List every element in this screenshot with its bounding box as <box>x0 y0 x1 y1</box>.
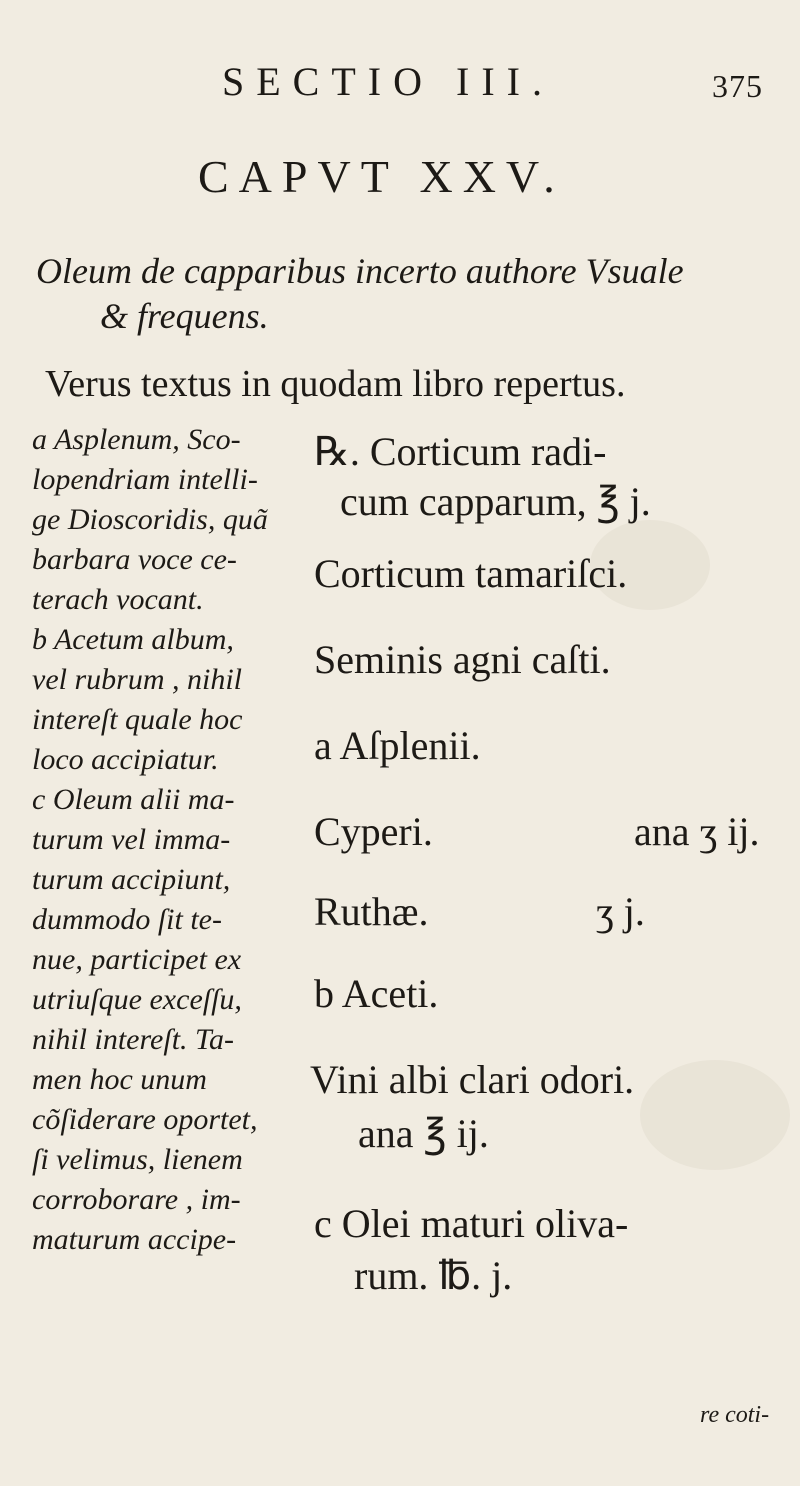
recipe-line: Ruthæ. <box>314 889 429 934</box>
recipe-line: b Aceti. <box>314 971 439 1016</box>
recipe-dose: ana ʒ ij. <box>634 809 760 854</box>
recipe-line: Corticum tamariſci. <box>314 551 628 596</box>
recipe-line: Seminis agni caſti. <box>314 637 611 682</box>
margin-note-line: a Asplenum, Sco- <box>32 423 241 456</box>
margin-note-line: ge Dioscoridis, quã <box>32 503 268 536</box>
margin-note-line: men hoc unum <box>32 1063 207 1096</box>
margin-note-line: nihil intereſt. Ta- <box>32 1023 234 1056</box>
chapter-title-line-2: & frequens. <box>100 296 269 336</box>
margin-note-line: nue, participet ex <box>32 943 242 976</box>
margin-note-line: barbara voce ce- <box>32 543 237 576</box>
margin-note-line: terach vocant. <box>32 583 204 616</box>
catchword: re coti- <box>700 1402 770 1428</box>
recipe-line: Cyperi. <box>314 809 433 854</box>
margin-note-line: ſi velimus, lienem <box>32 1143 243 1176</box>
margin-note-line: turum accipiunt, <box>32 863 231 896</box>
recipe-dose: ʒ j. <box>596 889 645 934</box>
recipe-line: Vini albi clari odori. <box>310 1057 635 1102</box>
recipe-line: a Aſplenii. <box>314 723 481 768</box>
margin-note-line: intereſt quale hoc <box>32 703 243 736</box>
recipe-line: ℞. Corticum radi- <box>314 429 607 474</box>
margin-note-line: loco accipiatur. <box>32 743 219 776</box>
recipe-line: rum. ℔. j. <box>354 1253 513 1298</box>
recipe-line: c Olei maturi oliva- <box>314 1201 629 1246</box>
margin-note-line: b Acetum album, <box>32 623 234 656</box>
margin-note-line: utriuſque exceſſu, <box>32 983 242 1016</box>
margin-note-line: maturum accipe- <box>32 1223 237 1256</box>
subtitle: Verus textus in quodam libro repertus. <box>45 363 626 405</box>
margin-note-line: dummodo ſit te- <box>32 903 222 936</box>
margin-note-line: vel rubrum , nihil <box>32 663 242 696</box>
section-header: SECTIO III. <box>222 59 554 104</box>
margin-note-line: corroborare , im- <box>32 1183 241 1216</box>
margin-note-line: lopendriam intelli- <box>32 463 258 496</box>
chapter-heading: CAPVT XXV. <box>198 151 565 202</box>
recipe-column <box>310 0 784 1486</box>
recipe-line: cum capparum, ℥ j. <box>340 479 651 524</box>
page-number: 375 <box>712 68 763 104</box>
chapter-title-line-1: Oleum de capparibus incerto authore Vsuale <box>36 251 684 291</box>
margin-note-line: cõſiderare oportet, <box>32 1103 258 1136</box>
recipe-dose: ana ℥ ij. <box>358 1111 489 1156</box>
margin-note-line: c Oleum alii ma- <box>32 783 235 816</box>
margin-notes <box>32 420 312 1260</box>
margin-note-line: turum vel imma- <box>32 823 231 856</box>
